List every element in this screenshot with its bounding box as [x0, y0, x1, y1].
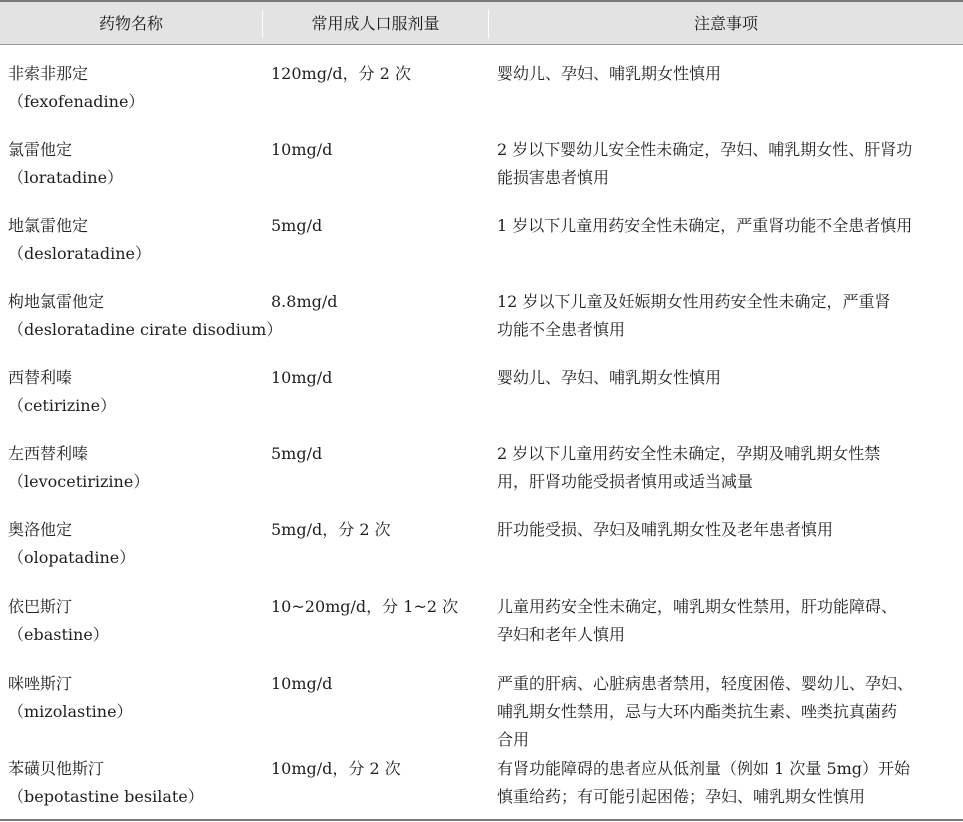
drug-name-cn: 枸地氯雷他定	[8, 292, 105, 311]
dose-cell: 10mg/d	[271, 368, 333, 387]
notes-cell	[497, 212, 959, 240]
drug-name-cn: 西替利嗪	[8, 368, 73, 387]
drug-name-en: （fexofenadine）	[8, 92, 145, 111]
notes-cell	[497, 755, 959, 811]
dose-cell: 10mg/d，分 2 次	[271, 759, 401, 778]
header-precautions: 注意事项	[693, 14, 758, 33]
drug-name-en: （mizolastine）	[8, 702, 133, 721]
dose-cell: 5mg/d	[271, 444, 323, 463]
notes-line: 12 岁以下儿童及妊娠期女性用药安全性未确定，严重肾	[497, 292, 891, 311]
notes-line: 有肾功能障碍的患者应从低剂量（例如 1 次量 5mg）开始	[497, 759, 911, 778]
dose-cell: 120mg/d，分 2 次	[271, 64, 411, 83]
header-drug-name: 药物名称	[98, 14, 163, 33]
notes-line: 2 岁以下儿童用药安全性未确定，孕期及哺乳期女性禁	[497, 444, 881, 463]
table-header	[0, 0, 963, 45]
drug-name-en: （bepotastine besilate）	[8, 787, 204, 806]
drug-name-cell	[8, 593, 109, 649]
drug-name-en: （loratadine）	[8, 168, 124, 187]
notes-line: 孕妇和老年人慎用	[497, 625, 626, 644]
notes-cell	[497, 440, 959, 496]
notes-cell	[497, 516, 959, 544]
drug-name-cn: 地氯雷他定	[8, 216, 89, 235]
notes-cell	[497, 364, 959, 392]
drug-name-cn: 奥洛他定	[8, 520, 73, 539]
notes-line: 合用	[497, 730, 530, 749]
drug-name-en: （olopatadine）	[8, 548, 136, 567]
notes-cell	[497, 593, 959, 649]
drug-name-cn: 依巴斯汀	[8, 597, 73, 616]
drug-name-cell	[8, 60, 144, 116]
drug-name-cn: 左西替利嗪	[8, 444, 89, 463]
notes-line: 婴幼儿、孕妇、哺乳期女性慎用	[497, 64, 722, 83]
notes-line: 婴幼儿、孕妇、哺乳期女性慎用	[497, 368, 722, 387]
drug-name-cell	[8, 212, 151, 268]
drug-name-en: （cetirizine）	[8, 396, 117, 415]
drug-name-cn: 苯磺贝他斯汀	[8, 759, 105, 778]
drug-name-cell	[8, 136, 123, 192]
dose-cell: 8.8mg/d	[271, 292, 338, 311]
table-bottom-rule	[0, 819, 963, 821]
drug-name-en: （desloratadine）	[8, 244, 151, 263]
notes-line: 严重的肝病、心脏病患者禁用，轻度困倦、婴幼儿、孕妇、	[497, 674, 914, 693]
drug-name-en: （levocetirizine）	[8, 472, 150, 491]
drug-name-cell	[8, 440, 149, 496]
drug-name-cell	[8, 670, 133, 726]
notes-cell	[497, 670, 959, 754]
notes-line: 儿童用药安全性未确定，哺乳期女性禁用，肝功能障碍、	[497, 597, 898, 616]
drug-name-cn: 咪唑斯汀	[8, 674, 73, 693]
notes-line: 用，肝肾功能受损者慎用或适当减量	[497, 472, 754, 491]
notes-line: 能损害患者慎用	[497, 168, 610, 187]
dose-cell: 5mg/d	[271, 216, 323, 235]
drug-name-en: （ebastine）	[8, 625, 109, 644]
notes-cell	[497, 136, 959, 192]
notes-line: 2 岁以下婴幼儿安全性未确定，孕妇、哺乳期女性、肝肾功	[497, 140, 913, 159]
notes-line: 哺乳期女性禁用，忌与大环内酯类抗生素、唑类抗真菌药	[497, 702, 898, 721]
dose-cell: 10mg/d	[271, 674, 333, 693]
drug-name-cell	[8, 288, 282, 344]
drug-name-cell	[8, 364, 116, 420]
notes-cell	[497, 288, 959, 344]
notes-line: 1 岁以下儿童用药安全性未确定，严重肾功能不全患者慎用	[497, 216, 913, 235]
header-adult-dose: 常用成人口服剂量	[311, 14, 440, 33]
dose-cell: 5mg/d，分 2 次	[271, 520, 391, 539]
notes-line: 慎重给药；有可能引起困倦；孕妇、哺乳期女性慎用	[497, 787, 866, 806]
drug-name-en: （desloratadine cirate disodium）	[8, 320, 283, 339]
drug-name-cell	[8, 755, 204, 811]
dose-cell: 10~20mg/d，分 1~2 次	[271, 597, 459, 616]
notes-cell	[497, 60, 959, 88]
notes-line: 功能不全患者慎用	[497, 320, 626, 339]
dose-cell: 10mg/d	[271, 140, 333, 159]
notes-line: 肝功能受损、孕妇及哺乳期女性及老年患者慎用	[497, 520, 834, 539]
drug-name-cn: 氯雷他定	[8, 140, 73, 159]
drug-name-cn: 非索非那定	[8, 64, 89, 83]
drug-name-cell	[8, 516, 135, 572]
